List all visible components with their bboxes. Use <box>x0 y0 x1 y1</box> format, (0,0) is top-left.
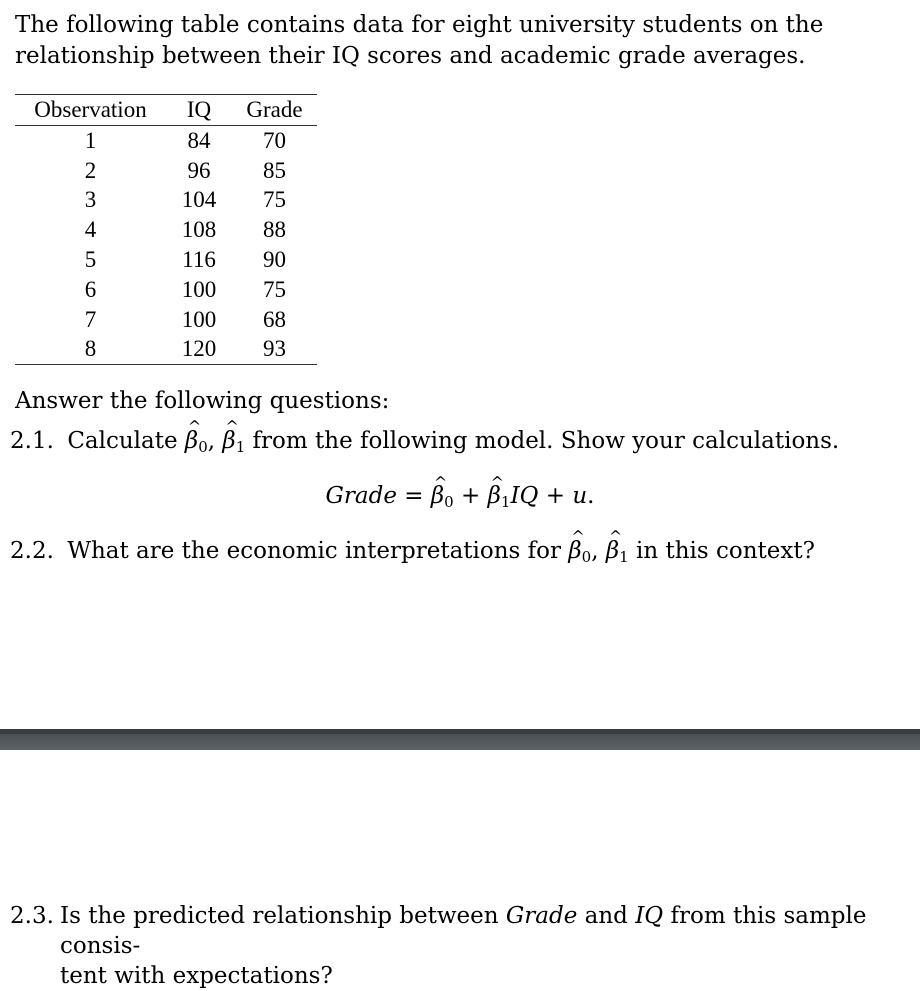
subscript-one: 1 <box>500 493 511 511</box>
question-number: 2.3. <box>10 903 54 929</box>
header-iq: IQ <box>166 95 232 126</box>
equation-error-term: u <box>572 483 588 509</box>
beta-hat-symbol: ^ β <box>222 426 235 456</box>
question-text-after: from the following model. Show your calculations. <box>252 428 840 454</box>
cell-grade: 75 <box>263 187 286 213</box>
cell-iq: 100 <box>181 276 217 302</box>
plus-sign: + <box>545 483 565 509</box>
beta-hat-symbol: ^ β <box>488 481 501 512</box>
cell-iq: 96 <box>187 157 211 183</box>
cell-iq: 108 <box>181 217 217 243</box>
intro-paragraph: The following table contains data for eight university students on the relationship between their IQ scores and academic grade averages. <box>15 12 824 69</box>
cell-grade: 70 <box>263 127 286 153</box>
equation-lhs: Grade <box>325 483 397 509</box>
table-row <box>15 156 317 186</box>
comma: , <box>591 538 599 564</box>
question-number: 2.1. <box>10 428 54 454</box>
cell-iq: 116 <box>182 247 216 273</box>
cell-observation: 1 <box>84 127 97 153</box>
beta-hat-symbol: ^ β <box>606 536 619 566</box>
data-table <box>15 94 317 365</box>
question-2-3 <box>10 901 890 991</box>
table-row <box>15 245 317 275</box>
question-number: 2.2. <box>10 538 54 564</box>
table-row <box>15 126 317 156</box>
cell-observation: 2 <box>84 157 97 183</box>
cell-observation: 3 <box>84 187 97 213</box>
plus-sign: + <box>461 483 481 509</box>
question-2-2 <box>10 536 890 566</box>
cell-grade: 88 <box>263 217 286 243</box>
question-body <box>60 901 875 991</box>
cell-observation: 5 <box>84 247 97 273</box>
question-text-and: and <box>584 903 628 929</box>
cell-grade: 68 <box>263 306 286 332</box>
question-text-3: tent with expectations? <box>60 963 333 989</box>
subscript-zero: 0 <box>444 493 454 511</box>
question-text-before: Calculate <box>67 428 178 454</box>
cell-observation: 4 <box>84 217 97 243</box>
equals-sign: = <box>404 483 424 509</box>
question-text-1: Is the predicted relationship between <box>60 903 499 929</box>
answer-prompt: Answer the following questions: <box>15 388 390 414</box>
cell-observation: 6 <box>84 276 97 302</box>
equation-iq: IQ <box>510 483 539 509</box>
equation-period: . <box>587 483 595 509</box>
variable-grade: Grade <box>505 903 578 929</box>
comma: , <box>207 428 216 454</box>
table-row <box>15 275 317 305</box>
table-row <box>15 335 317 365</box>
table-row <box>15 305 317 335</box>
subscript-one: 1 <box>619 548 629 566</box>
variable-iq: IQ <box>635 903 664 929</box>
subscript-one: 1 <box>235 438 246 456</box>
cell-observation: 8 <box>15 335 166 365</box>
regression-equation <box>0 481 920 512</box>
header-observation: Observation <box>15 95 166 126</box>
beta-hat-symbol: ^ β <box>431 481 444 512</box>
cell-observation: 7 <box>84 306 97 332</box>
cell-iq: 120 <box>166 335 232 365</box>
table-row <box>15 215 317 245</box>
header-grade: Grade <box>232 95 317 126</box>
beta-hat-symbol: ^ β <box>568 536 581 566</box>
cell-grade: 90 <box>263 247 286 273</box>
question-text-after: in this context? <box>635 538 815 564</box>
cell-grade: 85 <box>263 157 286 183</box>
beta-hat-symbol: ^ β <box>185 426 198 456</box>
cell-iq: 104 <box>181 187 217 213</box>
subscript-zero: 0 <box>581 548 592 566</box>
cell-iq: 84 <box>187 127 211 153</box>
question-text-2: from this sample consis- <box>60 903 867 959</box>
table-header-row <box>15 95 317 126</box>
table-row <box>15 186 317 216</box>
subscript-zero: 0 <box>198 438 208 456</box>
question-2-1 <box>10 426 890 456</box>
cell-iq: 100 <box>181 306 217 332</box>
question-text-before: What are the economic interpretations for <box>67 538 562 564</box>
cell-grade: 93 <box>232 335 317 365</box>
page-divider-edge <box>0 729 920 734</box>
cell-grade: 75 <box>263 276 286 302</box>
